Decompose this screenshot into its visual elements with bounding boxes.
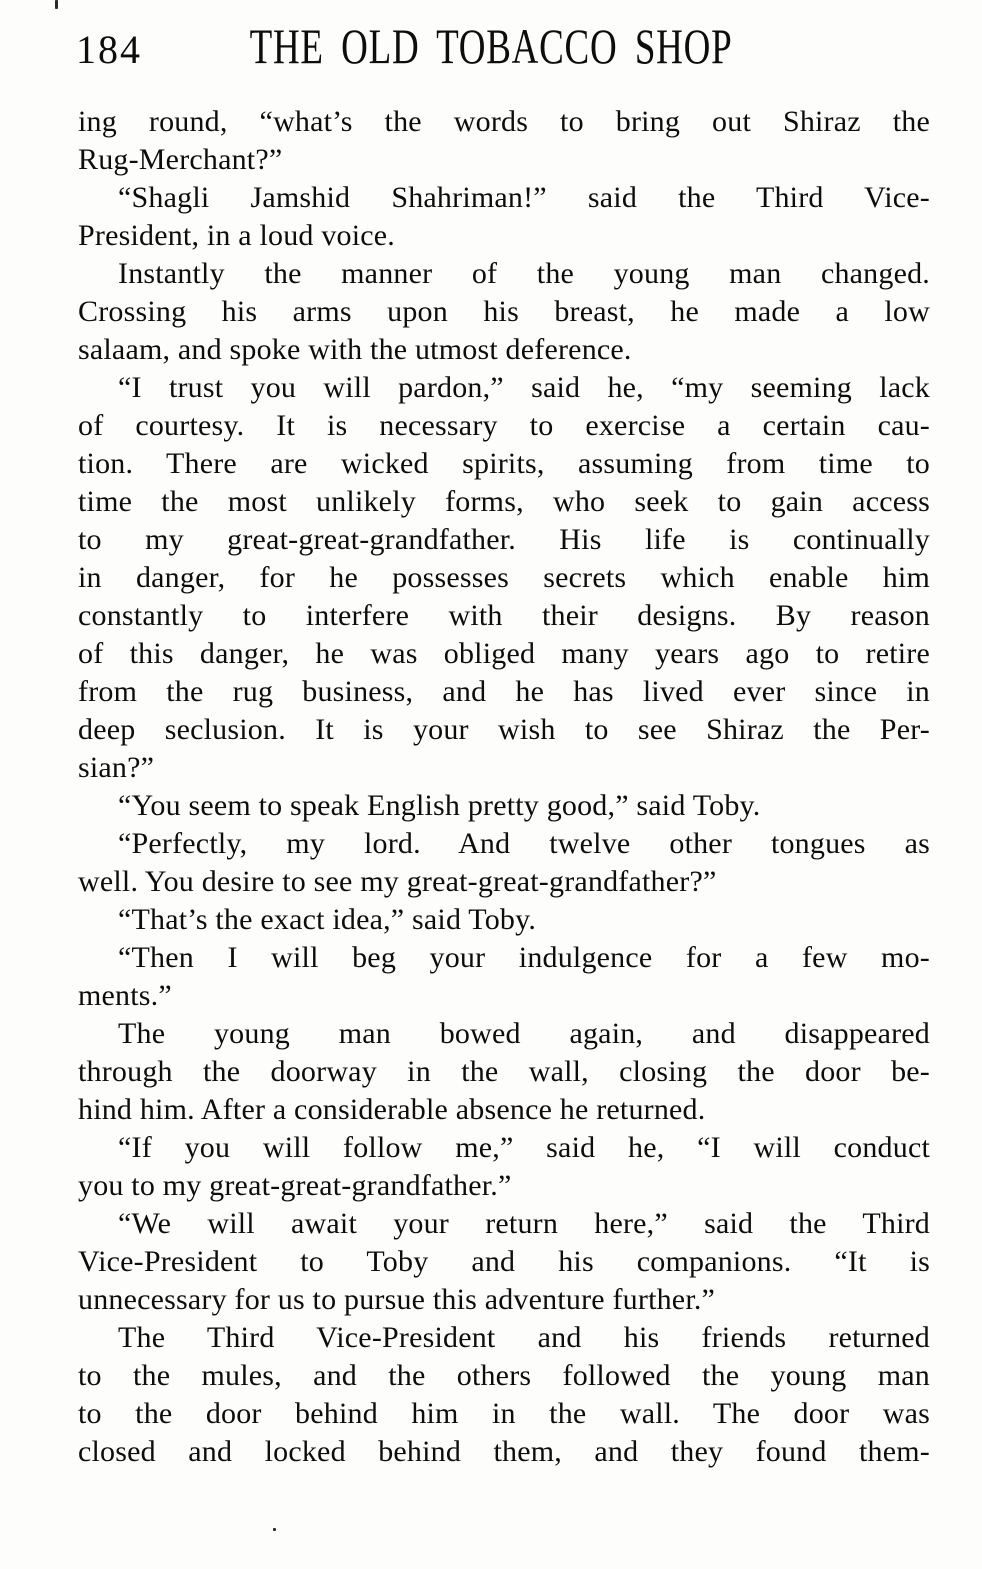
text-line: tion. There are wicked spirits, assuming from time to (78, 447, 930, 480)
paragraph (78, 825, 930, 901)
text-line: through the doorway in the wall, closing the door be- (78, 1055, 930, 1088)
text-line: of this danger, he was obliged many years ago to retire (78, 637, 930, 670)
text-line: in danger, for he possesses secrets which enable him (78, 561, 930, 594)
text-line: from the rug business, and he has lived ever since in (78, 675, 930, 708)
text-line: Vice-President to Toby and his companions. “It is (78, 1245, 930, 1278)
paragraph (78, 179, 930, 255)
text-line: salaam, and spoke with the utmost deference. (78, 333, 632, 366)
text-line: “Shagli Jamshid Shahriman!” said the Third Vice- (118, 181, 930, 214)
text-line: “We will await your return here,” said the Third (118, 1207, 930, 1240)
paragraph (78, 901, 930, 939)
text-line: The young man bowed again, and disappeared (118, 1017, 930, 1050)
text-line: “Then I will beg your indulgence for a few mo- (118, 941, 930, 974)
text-line: time the most unlikely forms, who seek to gain access (78, 485, 930, 518)
text-line: well. You desire to see my great-great-grandfather?” (78, 865, 717, 898)
text-line: Crossing his arms upon his breast, he made a low (78, 295, 930, 328)
paragraph (78, 1129, 930, 1205)
text-line: “I trust you will pardon,” said he, “my seeming lack (118, 371, 930, 404)
ink-speck-top (55, 0, 58, 9)
text-line: deep seclusion. It is your wish to see Shiraz the Per- (78, 713, 930, 746)
text-line: to the mules, and the others followed the young man (78, 1359, 930, 1392)
running-title: THE OLD TOBACCO SHOP (249, 18, 733, 74)
paragraph (78, 103, 930, 179)
paragraph (78, 1205, 930, 1319)
text-line: constantly to interfere with their designs. By reason (78, 599, 930, 632)
text-line: Instantly the manner of the young man changed. (118, 257, 930, 290)
page-text (78, 103, 930, 1471)
text-line: The Third Vice-President and his friends returned (118, 1321, 930, 1354)
text-line: ing round, “what’s the words to bring out Shiraz the (78, 105, 930, 138)
text-line: President, in a loud voice. (78, 219, 396, 252)
text-line: ments.” (78, 979, 172, 1012)
page-number: 184 (76, 27, 142, 72)
ink-speck-bottom (273, 1528, 276, 1531)
text-line: closed and locked behind them, and they found them- (78, 1435, 930, 1468)
text-line: “If you will follow me,” said he, “I will conduct (118, 1131, 930, 1164)
text-line: hind him. After a considerable absence he returned. (78, 1093, 706, 1126)
paragraph (78, 939, 930, 1015)
text-line: “That’s the exact idea,” said Toby. (118, 903, 537, 936)
text-line: to the door behind him in the wall. The door was (78, 1397, 930, 1430)
paragraph (78, 255, 930, 369)
paragraph (78, 787, 930, 825)
paragraph (78, 369, 930, 787)
text-line: to my great-great-grandfather. His life is continually (78, 523, 930, 556)
text-line: unnecessary for us to pursue this adventure further.” (78, 1283, 716, 1316)
paragraph (78, 1319, 930, 1471)
text-line: of courtesy. It is necessary to exercise a certain cau- (78, 409, 930, 442)
text-line: “You seem to speak English pretty good,” said Toby. (118, 789, 761, 822)
text-line: you to my great-great-grandfather.” (78, 1169, 512, 1202)
paragraph (78, 1015, 930, 1129)
text-line: Rug-Merchant?” (78, 143, 283, 176)
text-line: sian?” (78, 751, 155, 784)
text-line: “Perfectly, my lord. And twelve other tongues as (118, 827, 930, 860)
